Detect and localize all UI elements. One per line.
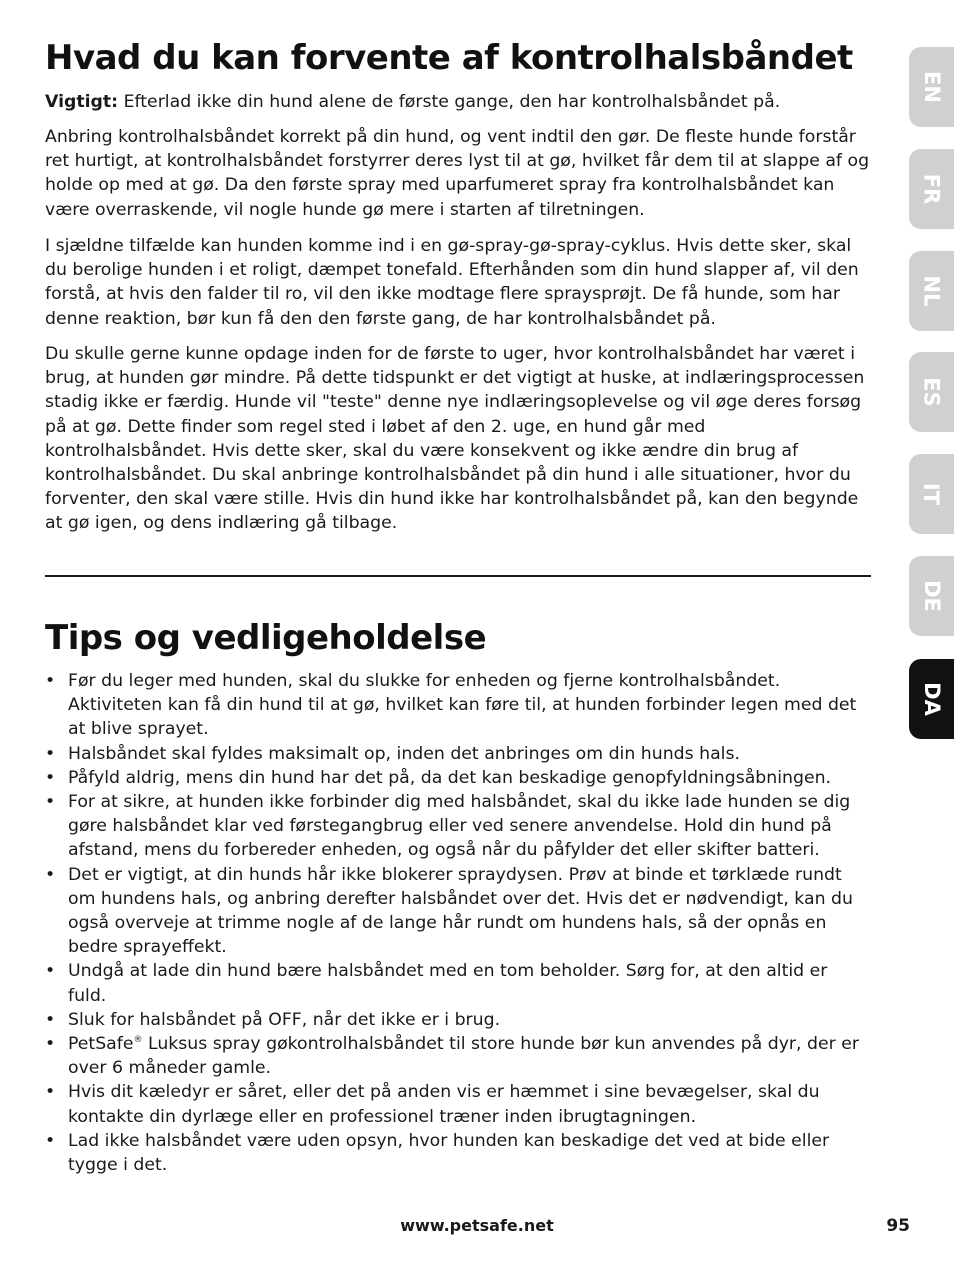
bullet-icon: • [45, 671, 56, 691]
language-tab-label: DE [919, 580, 944, 612]
body-paragraph: Du skulle gerne kunne opdage inden for de første to uger, hvor kontrolhalsbåndet har været i brug, at hunden gør mindre. På dette tidspunkt er det vigtigt at huske, at indlæringsprocessen stadig ikke er færdig. Hunde vil "teste" denne nye indlæringsoplevelse og vil øge deres forsøg på at gø. Dette finder som regel sted i løbet af den 2. uge, en hund går med kontrolhalsbåndet. Hvis dette sker, skal du være konsekvent og ikke ændre din brug af kontrolhalsbåndet. Du skal anbringe kontrolhalsbåndet på din hund i alle situationer, hvor du forventer, den skal være stille. Hvis din hund ikke har kontrolhalsbåndet på, kan den begynde at gø igen, og dens indlæring gå tilbage. [45, 344, 865, 534]
language-tab-en[interactable] [909, 47, 954, 127]
body-paragraph: Anbring kontrolhalsbåndet korrekt på din hund, og vent indtil den gør. De fleste hunde forstår ret hurtigt, at kontrolhalsbåndet forstyrrer deres lyst til at gø, hvilket får dem til at slappe af og holde op med at gø. Da den første spray med uparfumeret spray fra kontrolhalsbåndet kan være overraskende, vil nogle hunde gø mere i starten af tilretningen. [45, 127, 870, 220]
important-label: Vigtigt: [45, 92, 119, 112]
language-tab-de[interactable] [909, 556, 954, 636]
tip-list-item [45, 1032, 871, 1080]
language-tab-label: NL [919, 275, 944, 307]
important-text: Efterlad ikke din hund alene de første gange, den har kontrolhalsbåndet på. [118, 92, 781, 112]
tip-list-item [45, 863, 871, 960]
language-tab-nl[interactable] [909, 251, 954, 331]
registered-mark: ® [133, 1035, 143, 1046]
tip-list-item [45, 1008, 871, 1032]
tip-text: For at sikre, at hunden ikke forbinder dig med halsbåndet, skal du ikke lade hunden se dig gøre halsbåndet klar ved førstegangbrug eller ved senere anvendelse. Hold din hund på afstand, mens du forbereder enheden, og også når du påfylder det eller skifter batteri. [68, 792, 851, 861]
bullet-icon: • [45, 1034, 56, 1055]
tip-text: Hvis dit kæledyr er såret, eller det på anden vis er hæmmet i sine bevægelser, skal du kontakte din dyrlæge eller en professionel træner inden ibrugtagningen. [68, 1082, 820, 1127]
bullet-icon: • [45, 767, 56, 788]
tip-list-item [45, 742, 871, 766]
tip-list-item [45, 1080, 871, 1128]
bullet-icon: • [45, 864, 56, 885]
language-tab-label: DA [919, 682, 944, 716]
tip-text: Det er vigtigt, at din hunds hår ikke blokerer spraydysen. Prøv at binde et tørklæde rundt om hundens hals, og anbring derefter halsbåndet over det. Hvis det er nødvendigt, kan du også overveje at trimme nogle af de lange hår rundt om hundens hals, så der opnås en bedre sprayeffekt. [68, 864, 853, 958]
bullet-icon: • [45, 743, 56, 764]
tip-list-item [45, 766, 871, 790]
tip-list-item [45, 790, 871, 863]
important-note [45, 90, 871, 114]
language-tab-es[interactable] [909, 352, 954, 432]
tips-list [45, 669, 871, 1177]
page-number: 95 [886, 1216, 910, 1236]
language-tab-label: EN [919, 71, 944, 103]
tip-text: Undgå at lade din hund bære halsbåndet med en tom beholder. Sørg for, at den altid er fuld. [68, 961, 828, 1006]
language-tab-label: IT [919, 482, 944, 506]
bullet-icon: • [45, 1130, 56, 1151]
section-title-expectations: Hvad du kan forvente af kontrolhalsbåndet [45, 38, 853, 78]
tip-text: Sluk for halsbåndet på OFF, når det ikke er i brug. [68, 1009, 501, 1030]
tip-list-item [45, 669, 871, 742]
bullet-icon: • [45, 961, 56, 982]
tip-text: Halsbåndet skal fyldes maksimalt op, inden det anbringes om din hunds hals. [68, 743, 740, 764]
tip-text: Lad ikke halsbåndet være uden opsyn, hvor hunden kan beskadige det ved at bide eller tygge i det. [68, 1130, 830, 1176]
language-tab-label: ES [919, 377, 944, 407]
bullet-icon: • [45, 1009, 56, 1030]
section-title-tips: Tips og vedligeholdelse [45, 618, 487, 658]
language-tab-fr[interactable] [909, 149, 954, 229]
body-paragraph: I sjældne tilfælde kan hunden komme ind i en gø-spray-gø-spray-cyklus. Hvis dette sker, skal du berolige hunden i et roligt, dæmpet tonefald. Efterhånden som din hund slapper af, vil den forstå, at hvis den falder til ro, vil den ikke modtage flere spraysprøjt. De få hunde, som har denne reaktion, bør kun få den den første gang, de har kontrolhalsbåndet på. [45, 236, 859, 329]
tip-list-item [45, 959, 871, 1007]
language-tab-da[interactable] [909, 659, 954, 739]
language-tab-label: FR [919, 173, 944, 205]
tip-text: Luksus spray gøkontrolhalsbåndet til store hunde bør kun anvendes på dyr, der er over 6 måneder gamle. [68, 1034, 859, 1079]
section-divider [45, 575, 871, 577]
footer-url[interactable]: www.petsafe.net [400, 1216, 554, 1235]
bullet-icon: • [45, 792, 56, 813]
tip-text: Før du leger med hunden, skal du slukke for enheden og fjerne kontrolhalsbåndet. Aktiviteten kan få din hund til at gø, hvilket kan føre til, at hunden forbinder legen med det at blive sprayet. [68, 671, 857, 740]
language-tab-it[interactable] [909, 454, 954, 534]
bullet-icon: • [45, 1082, 56, 1103]
tip-text: Påfyld aldrig, mens din hund har det på, da det kan beskadige genopfyldningsåbningen. [68, 767, 832, 788]
tip-list-item [45, 1129, 871, 1177]
brand-name: PetSafe [68, 1034, 134, 1055]
